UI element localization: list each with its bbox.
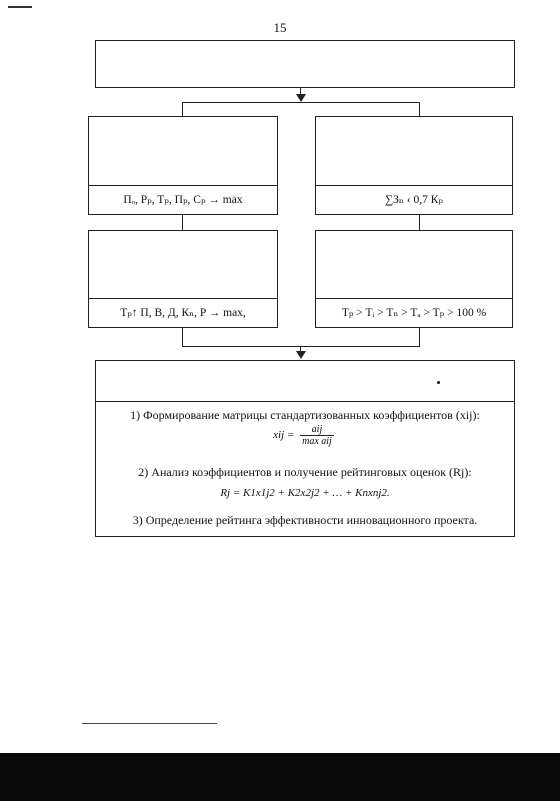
step-2-text: 2) Анализ коэффициентов и получение рейтинговых оценок (Rj): [138, 465, 472, 479]
fraction: $\frac{\text{aij}}{\text{max aij}}$ [302, 424, 332, 447]
connector-right-final [419, 328, 420, 346]
right-top-formula: ∑Зₙ ‹ 0,7 Кₚ [384, 194, 444, 206]
footnote-rule [82, 723, 217, 724]
left-top-formula: Пₒ, Pₚ, Tₚ, Пₚ, Cₚ → max [123, 194, 243, 206]
step-3-text: 3) Определение рейтинга эффективности инновационного проекта. [132, 513, 478, 527]
top-box [95, 40, 515, 88]
step-2-formula: Rj = K1x1j2 + K2x2j2 + … + Knxnj2. [220, 487, 390, 499]
page-number: 15 [273, 20, 287, 35]
connector-right-drop [419, 102, 420, 116]
final-box-header [95, 360, 515, 402]
step-1-formula: xij = $\frac{\text{aij}}{\text{max aij}}$ [273, 424, 332, 447]
connector-left-final [182, 328, 183, 346]
right-bottom-formula: Tₚ > Tᵢ > Tₙ > Tₐ > Tₚ > 100 % [341, 307, 487, 319]
connector-top-horizontal [182, 102, 420, 103]
connector-bottom-horizontal [182, 346, 420, 347]
connector-right-middle [419, 215, 420, 231]
right-formula-box-top [315, 185, 513, 215]
connector-left-middle [182, 215, 183, 231]
connector-left-drop [182, 102, 183, 116]
right-formula-box-bottom [315, 298, 513, 328]
scan-bottom-bar [0, 753, 560, 801]
dot-mark [437, 381, 440, 384]
left-bottom-formula: Tₚ↑ П, B, Д, Кₙ, P → max, [120, 307, 246, 319]
left-box-bottom [88, 230, 278, 300]
left-box-top [88, 116, 278, 186]
step-1-text: 1) Формирование матрицы стандартизованных коэффициентов (xij): [130, 408, 480, 422]
corner-mark [8, 6, 32, 8]
left-formula-box-bottom [88, 298, 278, 328]
arrow-down-icon [296, 351, 306, 359]
arrow-down-icon [296, 94, 306, 102]
left-formula-box-top [88, 185, 278, 215]
right-box-top [315, 116, 513, 186]
right-box-bottom [315, 230, 513, 300]
